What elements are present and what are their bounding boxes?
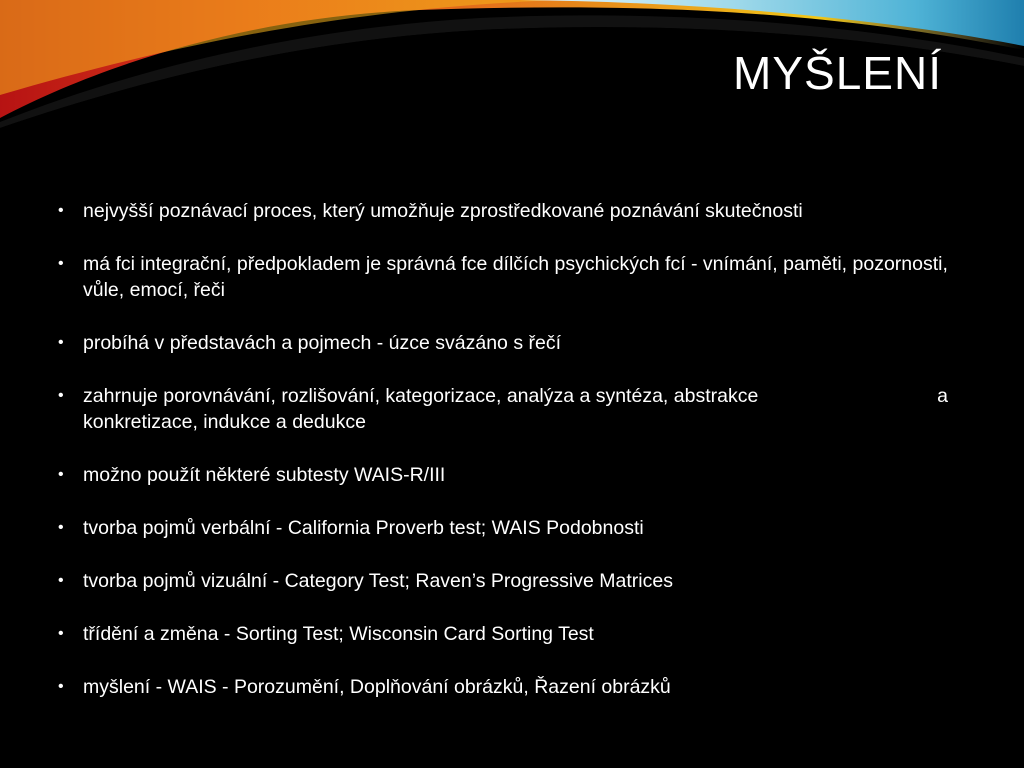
bullet-text: zahrnuje porovnávání, rozlišování, kategorizace, analýza a syntéza, abstrakce bbox=[83, 385, 759, 407]
bullet-dot: • bbox=[58, 202, 64, 219]
bullet-continuation: konkretizace, indukce a dedukce bbox=[83, 411, 366, 433]
bullet-item bbox=[58, 330, 948, 356]
bullet-list bbox=[58, 198, 948, 727]
slide-title: MYŠLENÍ bbox=[733, 47, 942, 99]
bullet-dot: • bbox=[58, 466, 64, 483]
bullet-item bbox=[58, 251, 948, 303]
bullet-text: má fci integrační, předpokladem je správná fce dílčích psychických fcí - vnímání, paměti, pozornosti, vůle, emocí, řeči bbox=[83, 253, 948, 301]
bullet-text: probíhá v představách a pojmech - úzce svázáno s řečí bbox=[83, 332, 561, 354]
bullet-item bbox=[58, 198, 948, 224]
bullet-text: tvorba pojmů verbální - California Proverb test; WAIS Podobnosti bbox=[83, 517, 644, 539]
bullet-item bbox=[58, 515, 948, 541]
bullet-text: tvorba pojmů vizuální - Category Test; Raven’s Progressive Matrices bbox=[83, 570, 673, 592]
bullet-dot: • bbox=[58, 334, 64, 351]
bullet-item bbox=[58, 383, 948, 435]
bullet-trailing-word: a bbox=[937, 385, 948, 407]
bullet-text: nejvyšší poznávací proces, který umožňuje zprostředkované poznávání skutečnosti bbox=[83, 200, 803, 222]
bullet-dot: • bbox=[58, 572, 64, 589]
bullet-text: možno použít některé subtesty WAIS-R/III bbox=[83, 464, 446, 486]
bullet-dot: • bbox=[58, 387, 64, 404]
bullet-dot: • bbox=[58, 255, 64, 272]
bullet-item bbox=[58, 674, 948, 700]
bullet-dot: • bbox=[58, 625, 64, 642]
bullet-item bbox=[58, 462, 948, 488]
bullet-item bbox=[58, 621, 948, 647]
bullet-dot: • bbox=[58, 678, 64, 695]
bullet-item bbox=[58, 568, 948, 594]
bullet-dot: • bbox=[58, 519, 64, 536]
bullet-text: myšlení - WAIS - Porozumění, Doplňování obrázků, Řazení obrázků bbox=[83, 676, 671, 698]
bullet-text: třídění a změna - Sorting Test; Wisconsin Card Sorting Test bbox=[83, 623, 594, 645]
